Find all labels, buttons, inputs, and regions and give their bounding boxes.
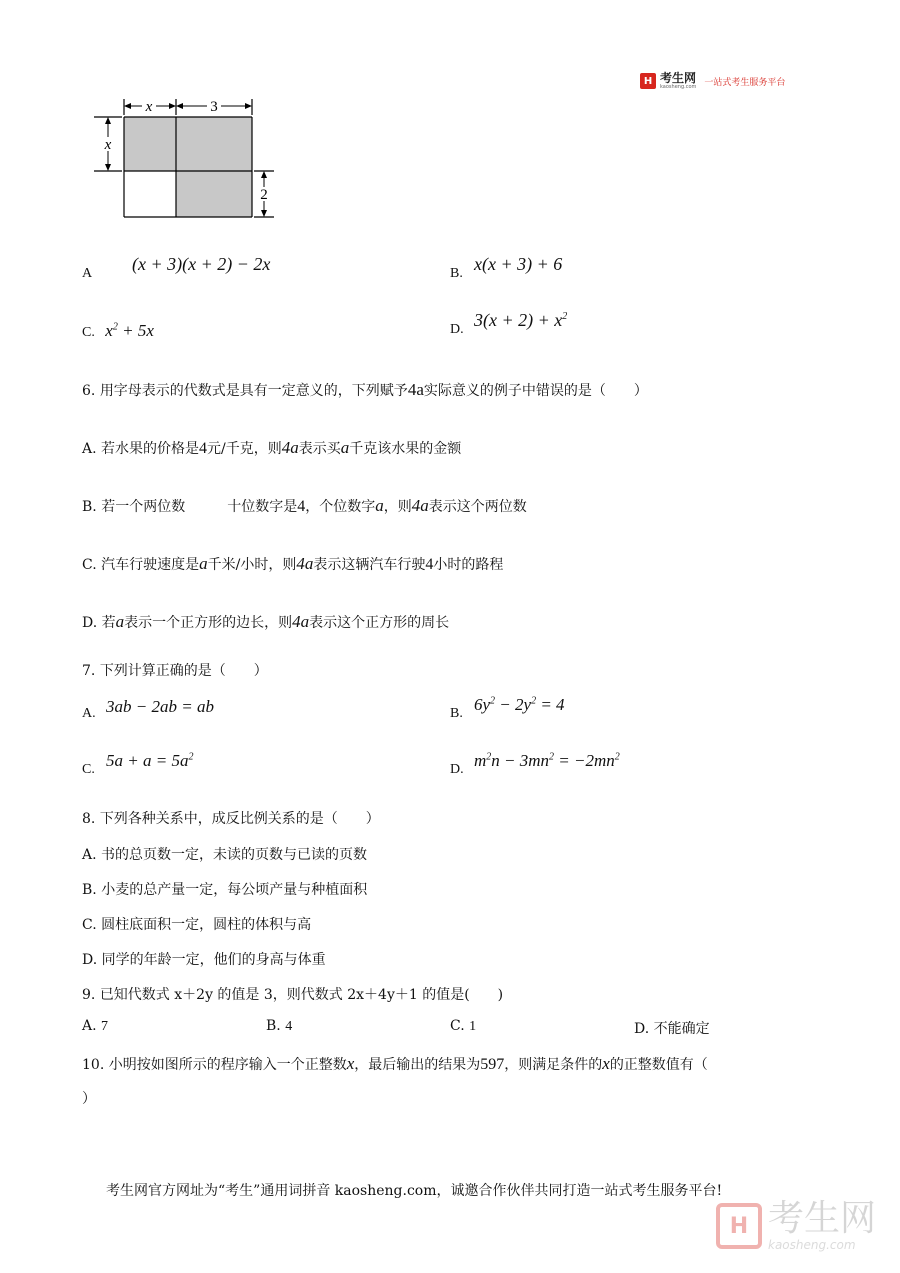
q6-option-b: B. 若一个两位数 十位数字是4，个位数字a，则4a表示这个两位数 xyxy=(82,496,527,515)
option-letter: C. xyxy=(82,325,95,340)
q9-option-d: D. 不能确定 xyxy=(634,1021,710,1037)
shaded-top-region xyxy=(124,117,252,171)
q5-option-a-expr: (x + 3)(x + 2) − 2x xyxy=(132,254,271,274)
logo-text xyxy=(660,72,696,90)
q5-option-d xyxy=(450,321,464,338)
kaosheng-watermark xyxy=(716,1200,876,1252)
q8-option-d: D. 同学的年龄一定，他们的身高与体重 xyxy=(82,952,326,968)
watermark-name: 考生网 xyxy=(768,1198,877,1239)
kaosheng-logo-icon: H xyxy=(640,73,656,89)
q7-option-a-letter: A. xyxy=(82,706,96,721)
q7-option-c-letter: C. xyxy=(82,762,95,777)
footer-text: 考生网官方网址为“考生”通用词拼音 kaosheng.com，诚邀合作伙伴共同打造一站式考生服务平台! xyxy=(106,1183,723,1199)
option-letter: D. xyxy=(450,322,464,337)
option-letter: A xyxy=(82,266,93,281)
watermark-text xyxy=(768,1200,876,1252)
q6-stem: 6. 用字母表示的代数式是具有一定意义的，下列赋予4a实际意义的例子中错误的是（ ） xyxy=(82,380,648,399)
logo-domain: kaosheng.com xyxy=(660,84,697,90)
q9-option-b: B. 4 xyxy=(266,1018,293,1034)
label-right: 2 xyxy=(260,187,268,203)
q6-option-d: D. 若a表示一个正方形的边长，则4a表示这个正方形的周长 xyxy=(82,612,450,631)
q9-option-c: C. 1 xyxy=(450,1018,477,1034)
q5-option-b-expr: x(x + 3) + 6 xyxy=(474,254,563,274)
q7-stem: 7. 下列计算正确的是（ ） xyxy=(82,663,268,679)
q8-option-a: A. 书的总页数一定，未读的页数与已读的页数 xyxy=(82,847,368,863)
logo-name: 考生网 xyxy=(660,71,697,85)
q7-option-a-expr: 3ab − 2ab = ab xyxy=(106,697,214,716)
q8-stem: 8. 下列各种关系中，成反比例关系的是（ ） xyxy=(82,811,380,827)
q7-option-b-expr: $6y^2 - 2y^2 = 4$ xyxy=(474,695,565,714)
watermark-domain: kaosheng.com xyxy=(768,1238,856,1252)
header-logo xyxy=(640,72,785,90)
q5-option-d-expr: $3(x + 2) + x^2$ xyxy=(474,310,568,330)
q7-option-c-expr: $5a + a = 5a^2$ xyxy=(106,751,194,770)
q7-option-d-expr: $m^2n - 3mn^2 = -2mn^2$ xyxy=(474,751,620,770)
q5-option-c xyxy=(82,321,154,341)
q5-option-b xyxy=(450,265,463,282)
q9-option-a: A. 7 xyxy=(82,1018,109,1034)
q6-option-c: C. 汽车行驶速度是a千米/小时，则4a表示这辆汽车行驶4小时的路程 xyxy=(82,554,504,573)
q10-stem: 10. 小明按如图所示的程序输入一个正整数x，最后输出的结果为597，则满足条件的x的正整数值有（ xyxy=(82,1054,708,1073)
q7-option-d-letter: D. xyxy=(450,762,464,777)
q6-option-a: A. 若水果的价格是4元/千克，则4a表示买a千克该水果的金额 xyxy=(82,438,462,457)
q8-option-c: C. 圆柱底面积一定，圆柱的体积与高 xyxy=(82,917,312,933)
label-top-left: x xyxy=(145,99,153,115)
q10-stem-line2: ） xyxy=(82,1091,96,1107)
q7-option-b-letter: B. xyxy=(450,706,463,721)
q5-option-c-expr: $x^2 + 5x$ xyxy=(105,321,154,340)
option-letter: B. xyxy=(450,266,463,281)
logo-slogan: 一站式考生服务平台 xyxy=(704,77,786,88)
label-left: x xyxy=(104,137,112,153)
kaosheng-watermark-icon: H xyxy=(716,1203,762,1249)
q5-option-a xyxy=(82,265,92,282)
shaded-bottom-right-region xyxy=(176,171,252,217)
area-figure xyxy=(90,95,290,225)
q9-stem: 9. 已知代数式 x＋2y 的值是 3，则代数式 2x＋4y＋1 的值是( ) xyxy=(82,987,504,1003)
q8-option-b: B. 小麦的总产量一定，每公顷产量与种植面积 xyxy=(82,882,368,898)
label-top-right: 3 xyxy=(210,99,218,115)
